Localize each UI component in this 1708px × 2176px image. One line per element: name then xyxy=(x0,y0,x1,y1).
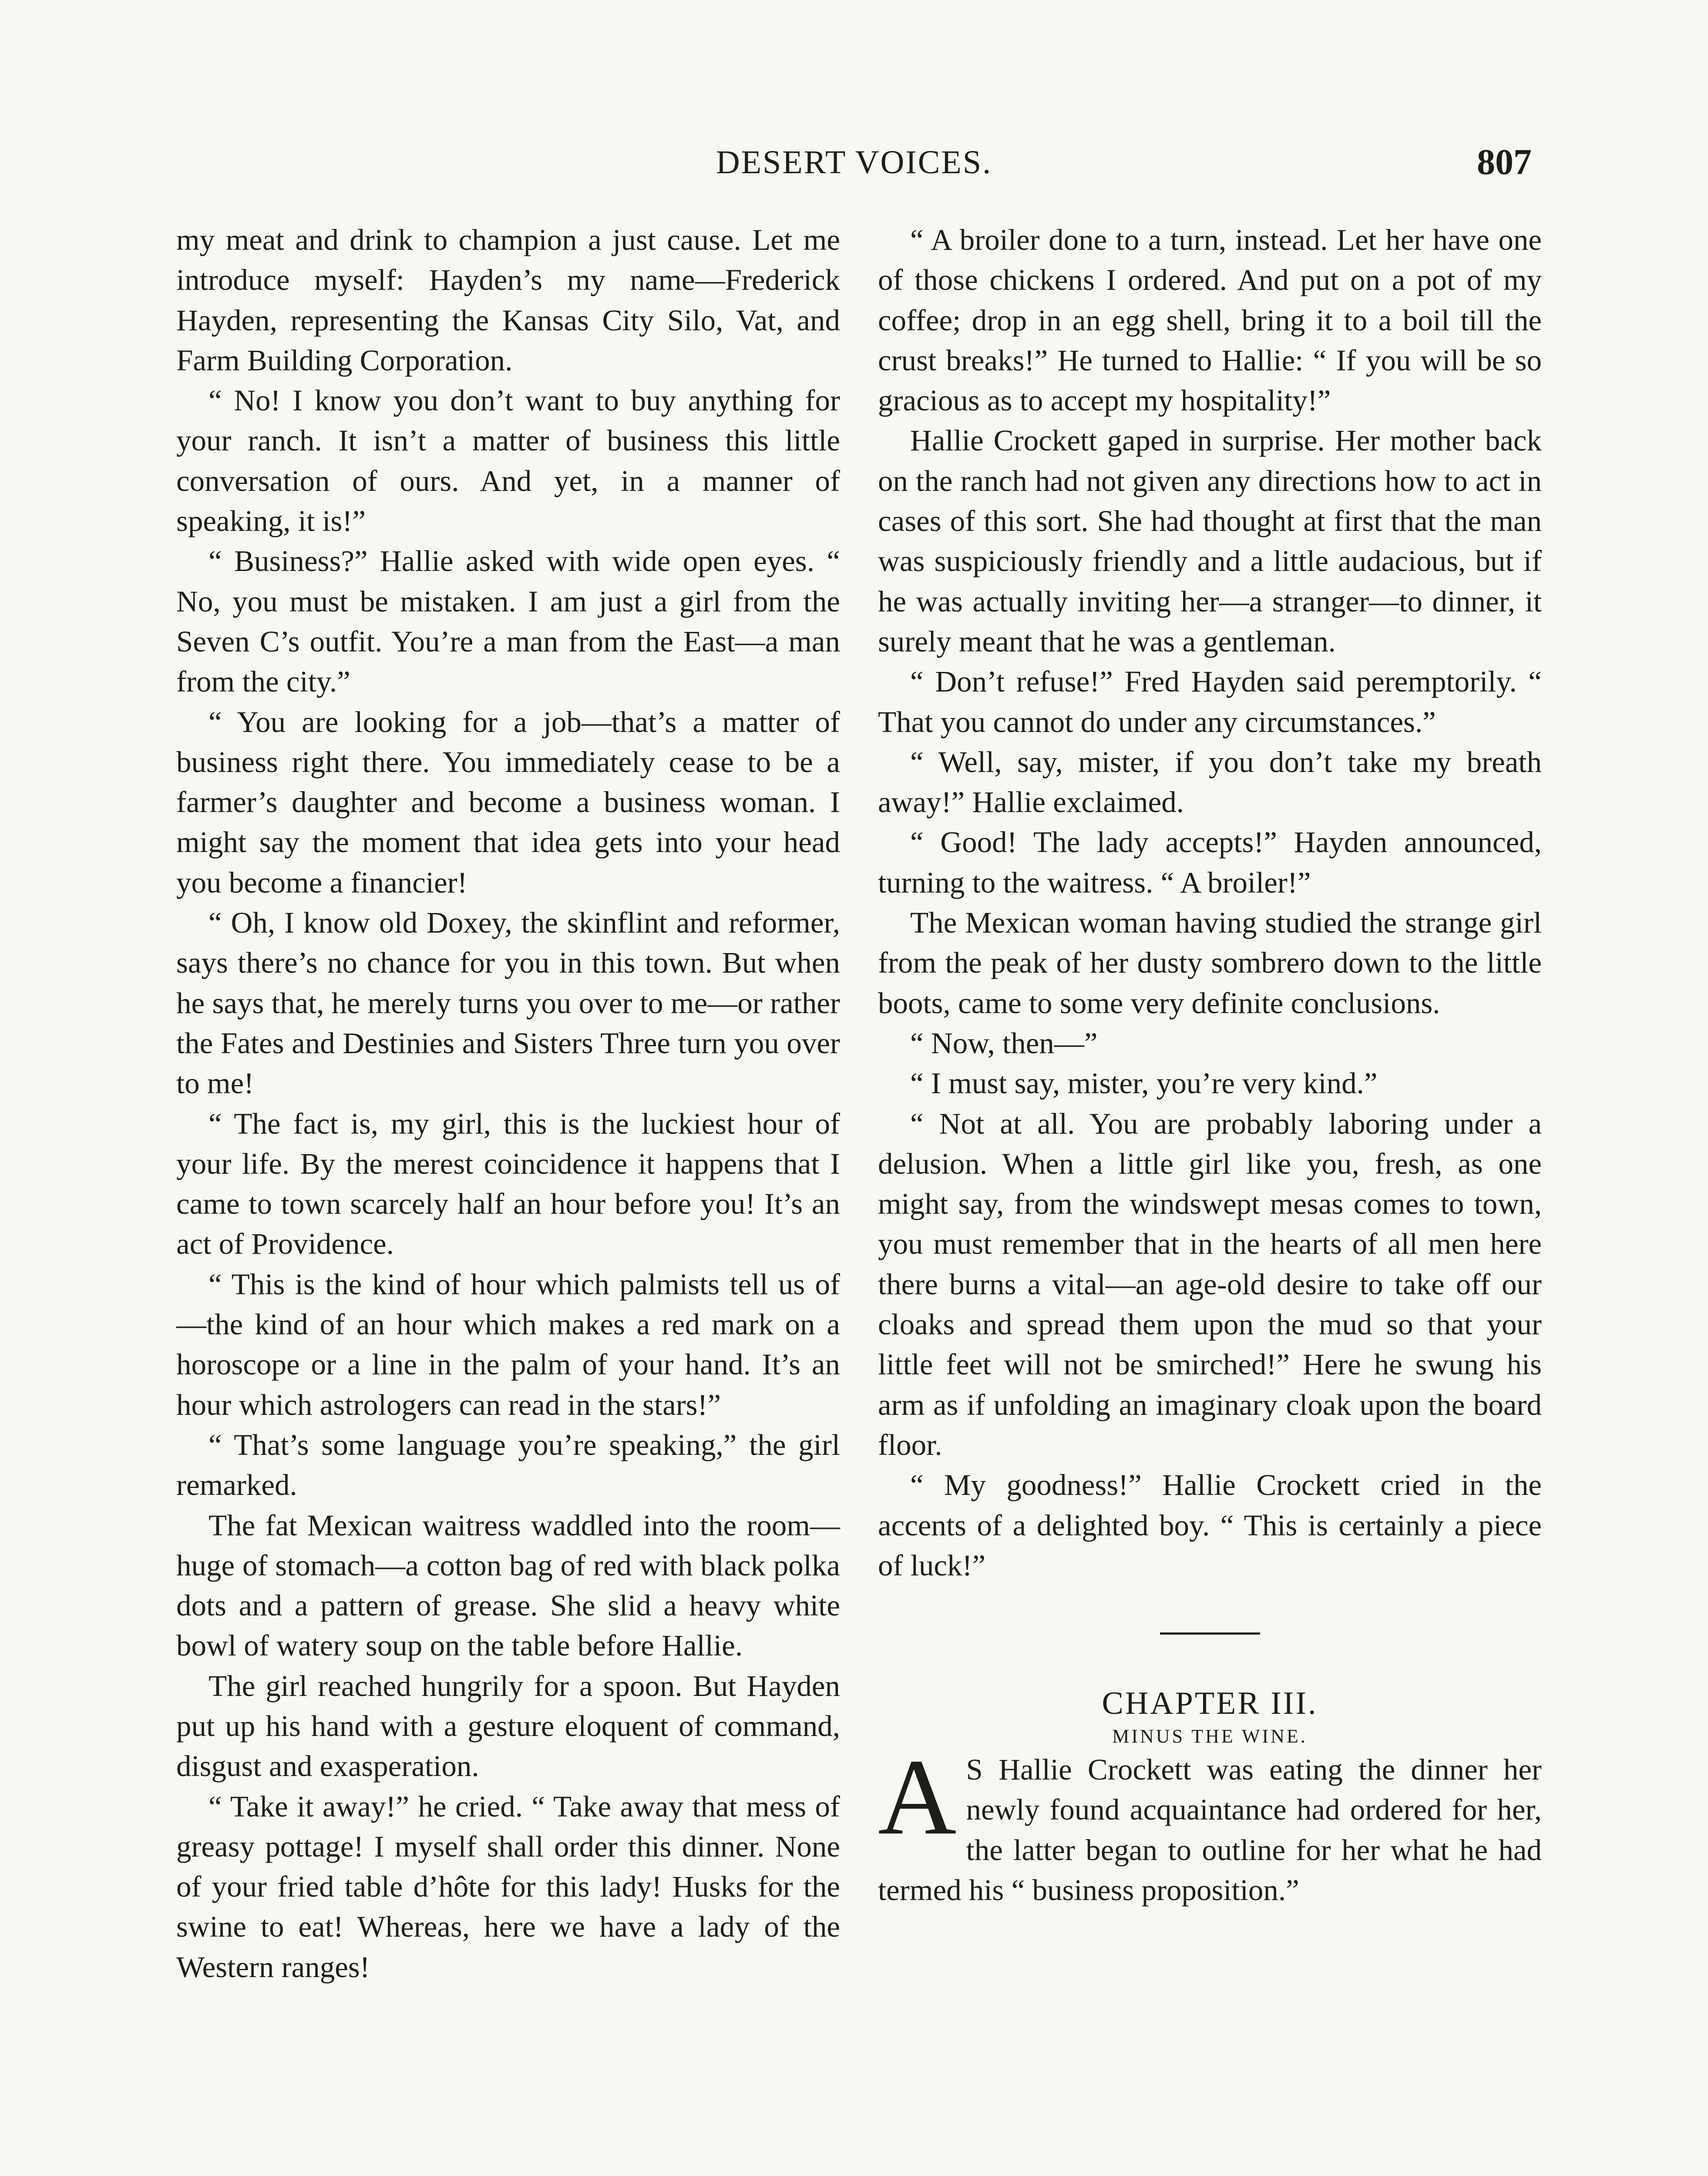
opening-text: S Hallie Crockett was eating the dinner her newly found acquaintance had ordered for her, the latter began to outline for her what he had termed his “ business proposition.” xyxy=(878,1753,1542,1907)
paragraph: The girl reached hungrily for a spoon. But Hayden put up his hand with a gesture eloquent of command, disgust and exasperation. xyxy=(176,1669,840,1783)
drop-cap: A xyxy=(878,1737,957,1858)
chapter-opening-paragraph xyxy=(878,1737,1542,1910)
page-number: 807 xyxy=(1477,142,1532,182)
left-column xyxy=(176,220,840,1987)
chapter-subtitle: MINUS THE WINE. xyxy=(1112,1726,1308,1747)
paragraph: “ My goodness!” Hallie Crockett cried in the accents of a delighted boy. “ This is certainly a piece of luck!” xyxy=(878,1468,1542,1582)
paragraph: The fat Mexican waitress waddled into the room—huge of stomach—a cotton bag of red with black polka dots and a pattern of grease. She slid a heavy white bowl of watery soup on the table before Hallie. xyxy=(176,1508,840,1662)
section-divider xyxy=(1160,1632,1260,1635)
paragraph: “ The fact is, my girl, this is the luckiest hour of your life. By the merest coincidence it happens that I came to town scarcely half an hour before you! It’s an act of Providence. xyxy=(176,1107,840,1261)
paragraph: “ A broiler done to a turn, instead. Let her have one of those chickens I ordered. And put on a pot of my coffee; drop in an egg shell, bring it to a boil till the crust breaks!” He turned to Hallie: “ If you will be so gracious as to accept my hospitality!” xyxy=(878,223,1542,417)
paragraph: “ Oh, I know old Doxey, the skinflint and reformer, says there’s no chance for you in this town. But when he says that, he merely turns you over to me—or rather the Fates and Destinies and Sisters Three turn you over to me! xyxy=(176,906,840,1100)
paragraph: “ Not at all. You are probably laboring under a delusion. When a little girl like you, fresh, as one might say, from the windswept mesas comes to town, you must remember that in the hearts of all men here there burns a vital—an age-old desire to take off our cloaks and spread them upon the mud so that your little feet will not be smirched!” Here he swung his arm as if unfolding an imaginary cloak upon the board floor. xyxy=(878,1107,1542,1461)
paragraph: “ Good! The lady accepts!” Hayden announced, turning to the waitress. “ A broiler!” xyxy=(878,826,1542,899)
paragraph: “ You are looking for a job—that’s a matter of business right there. You immediately cease to be a farmer’s daughter and become a business woman. I might say the moment that idea gets into your head you become a financier! xyxy=(176,705,840,899)
running-title: DESERT VOICES. xyxy=(716,144,992,181)
paragraph: The Mexican woman having studied the strange girl from the peak of her dusty sombrero down to the little boots, came to some very definite conclusions. xyxy=(878,906,1542,1020)
paragraph: “ Now, then—” xyxy=(910,1026,1098,1060)
paragraph: “ That’s some language you’re speaking,” the girl remarked. xyxy=(176,1428,840,1502)
paragraph: “ I must say, mister, you’re very kind.” xyxy=(910,1067,1378,1100)
page-header xyxy=(0,144,1708,187)
paragraph: “ No! I know you don’t want to buy anything for your ranch. It isn’t a matter of business this little conversation of ours. And yet, in a manner of speaking, it is!” xyxy=(176,384,840,538)
paragraph: “ This is the kind of hour which palmists tell us of—the kind of an hour which makes a red mark on a horoscope or a line in the palm of your hand. It’s an hour which astrologers can read in the stars!” xyxy=(176,1267,840,1421)
right-column xyxy=(878,220,1542,1910)
paragraph: “ Well, say, mister, if you don’t take my breath away!” Hallie exclaimed. xyxy=(878,745,1542,819)
paragraph: “ Don’t refuse!” Fred Hayden said peremptorily. “ That you cannot do under any circumstances.” xyxy=(878,665,1542,739)
chapter-title: CHAPTER III. xyxy=(1102,1686,1318,1722)
paragraph: “ Business?” Hallie asked with wide open eyes. “ No, you must be mistaken. I am just a girl from the Seven C’s outfit. You’re a man from the East—a man from the city.” xyxy=(176,544,840,698)
paragraph: my meat and drink to champion a just cause. Let me introduce myself: Hayden’s my name—Frederick Hayden, representing the Kansas City Silo, Vat, and Farm Building Corporation. xyxy=(176,223,840,377)
paragraph: Hallie Crockett gaped in surprise. Her mother back on the ranch had not given any directions how to act in cases of this sort. She had thought at first that the man was suspiciously friendly and a little audacious, but if he was actually inviting her—a stranger—to dinner, it surely meant that he was a gentleman. xyxy=(878,424,1542,658)
paragraph: “ Take it away!” he cried. “ Take away that mess of greasy pottage! I myself shall order this dinner. None of your fried table d’hôte for this lady! Husks for the swine to eat! Whereas, here we have a lady of the Western ranges! xyxy=(176,1790,840,1984)
